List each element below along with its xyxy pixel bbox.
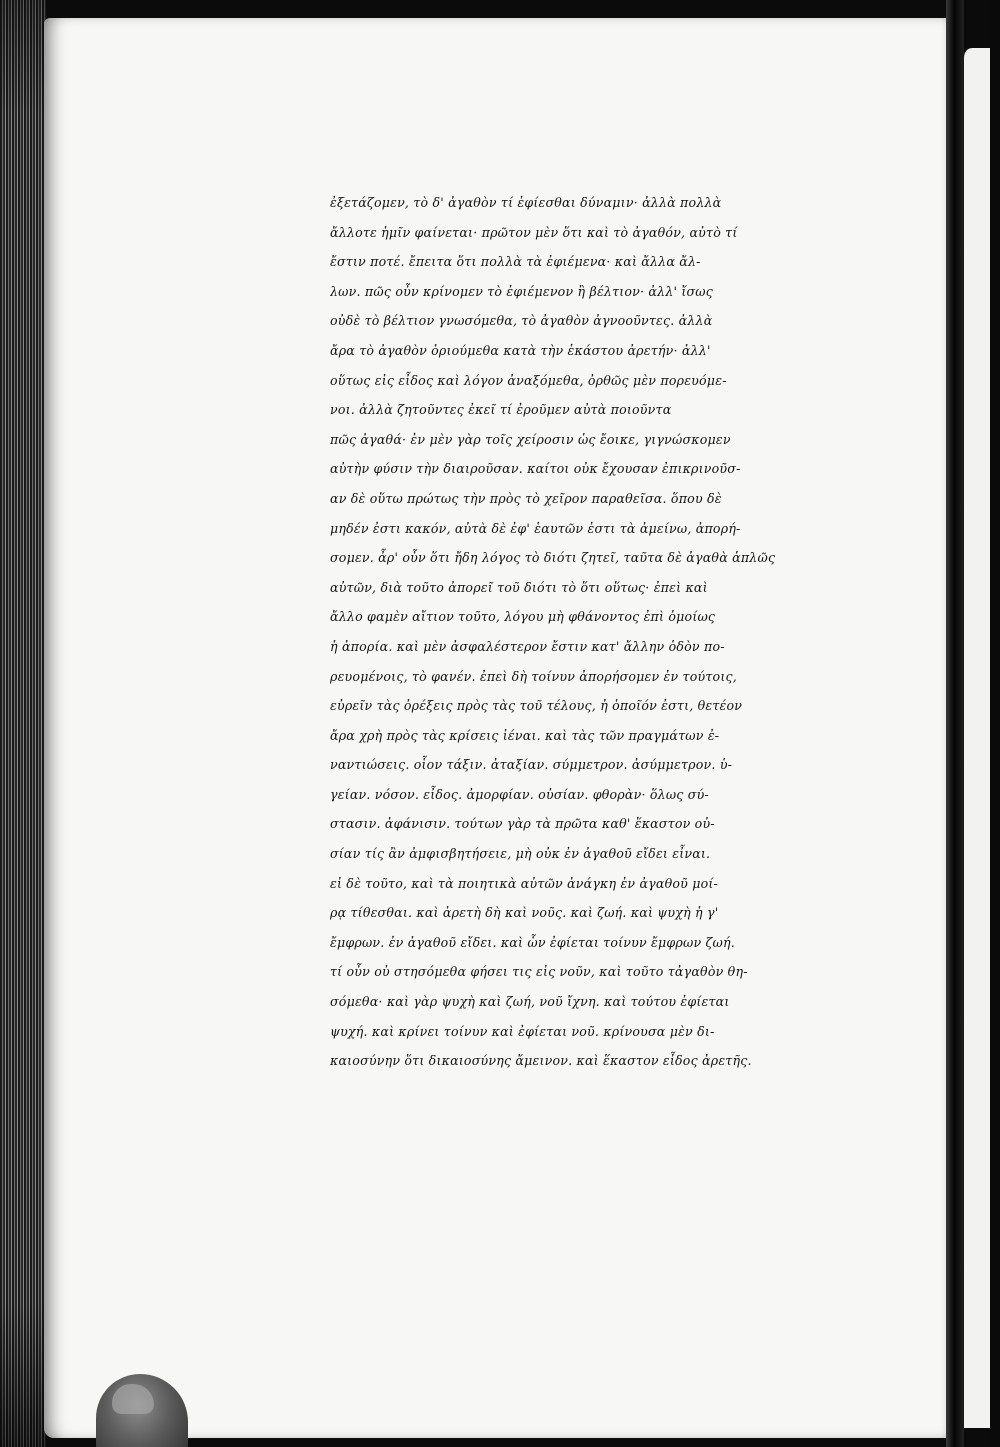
text-line: ἔστιν ποτέ. ἔπειτα ὅτι πολλὰ τὰ ἐφιέμενα· καὶ ἄλλα ἄλ-	[330, 254, 701, 270]
text-line: εὐρεῖν τὰς ὀρέξεις πρὸς τὰς τοῦ τέλους, ἠ ὁποῖόν ἐστι, θετέον	[330, 698, 743, 714]
text-line: σίαν τίς ἂν ἀμφισβητήσειε, μὴ οὐκ ἐν ἀγαθοῦ εἴδει εἶναι.	[330, 846, 711, 862]
text-line: αν δὲ οὕτω πρώτως τὴν πρὸς τὸ χεῖρον παραθεῖσα. ὅπου δὲ	[330, 490, 722, 506]
text-line: ἡ ἀπορία. καὶ μὲν ἀσφαλέστερον ἔστιν κατ' ἄλλην ὁδὸν πο-	[330, 638, 725, 654]
text-line: τί οὖν οὐ στησόμεθα φήσει τις εἰς νοῦν, καὶ τοῦτο τἀγαθὸν θη-	[330, 964, 748, 980]
text-line: γείαν. νόσον. εἶδος. ἀμορφίαν. οὐσίαν. φθορὰν· ὅλως σύ-	[330, 786, 709, 802]
text-line: ναντιώσεις. οἷον τάξιν. ἀταξίαν. σύμμετρον. ἀσύμμετρον. ὑ-	[330, 757, 733, 773]
book-page-edges	[0, 0, 46, 1447]
text-line: ἐξετάζομεν, τὸ δ' ἀγαθὸν τί ἐφίεσθαι δύναμιν· ἀλλὰ πολλὰ	[330, 195, 722, 210]
text-line: ἄρα χρὴ πρὸς τὰς κρίσεις ἰέναι. καὶ τὰς τῶν πραγμάτων ἐ-	[330, 727, 720, 743]
text-line: λων. πῶς οὖν κρίνομεν τὸ ἐφιέμενον ἢ βέλτιον· ἀλλ' ἴσως	[330, 283, 714, 299]
text-line: καιοσύνην ὅτι δικαιοσύνης ἄμεινον. καὶ ἕκαστον εἶδος ἀρετῆς.	[330, 1053, 752, 1069]
text-line: πῶς ἀγαθά· ἐν μὲν γὰρ τοῖς χείροσιν ὡς ἔοικε, γιγνώσκομεν	[330, 431, 731, 447]
text-line: αὐτὴν φύσιν τὴν διαιροῦσαν. καίτοι οὐκ ἔχουσαν ἐπικρινοῦσ-	[330, 461, 741, 477]
text-line: σόμεθα· καὶ γὰρ ψυχὴ καὶ ζωή, νοῦ ἴχνη. καὶ τούτου ἐφίεται	[330, 994, 730, 1010]
text-line: ἄρα τὸ ἀγαθὸν ὁριούμεθα κατὰ τὴν ἑκάστου ἀρετήν· ἀλλ'	[330, 342, 711, 358]
handwritten-text-block	[330, 188, 854, 1076]
facing-page-edge	[990, 0, 1000, 1447]
text-line: ἄλλο φαμὲν αἴτιον τοῦτο, λόγου μὴ φθάνοντος ἐπὶ ὁμοίως	[330, 609, 716, 625]
text-line: ρᾳ τίθεσθαι. καὶ ἀρετὴ δὴ καὶ νοῦς. καὶ ζωή. καὶ ψυχὴ ἡ γ'	[330, 905, 719, 921]
text-line: νοι. ἀλλὰ ζητοῦντες ἐκεῖ τί ἐροῦμεν αὐτὰ ποιοῦντα	[330, 402, 672, 418]
text-line: ἔμφρων. ἐν ἀγαθοῦ εἴδει. καὶ ὧν ἐφίεται τοίνυν ἔμφρων ζωή.	[330, 934, 735, 950]
text-line: εἰ δὲ τοῦτο, καὶ τὰ ποιητικὰ αὐτῶν ἀνάγκη ἐν ἀγαθοῦ μοί-	[330, 875, 718, 891]
text-line: σομεν. ἆρ' οὖν ὅτι ἤδη λόγος τὸ διότι ζητεῖ, ταῦτα δὲ ἀγαθὰ ἁπλῶς	[330, 550, 776, 566]
text-line: ἄλλοτε ἡμῖν φαίνεται· πρῶτον μὲν ὅτι καὶ τὸ ἀγαθόν, αὐτὸ τί	[330, 224, 738, 240]
text-line: ψυχή. καὶ κρίνει τοίνυν καὶ ἐφίεται νοῦ. κρίνουσα μὲν δι-	[330, 1023, 715, 1039]
text-line: οὐδὲ τὸ βέλτιον γνωσόμεθα, τὸ ἀγαθὸν ἀγνοοῦντες. ἀλλὰ	[330, 313, 713, 329]
text-line: στασιν. ἀφάνισιν. τούτων γὰρ τὰ πρῶτα καθ' ἕκαστον οὐ-	[330, 816, 715, 832]
text-line: αὐτῶν, διὰ τοῦτο ἀπορεῖ τοῦ διότι τὸ ὅτι οὕτως· ἐπεὶ καὶ	[330, 579, 708, 595]
text-line: ρευομένοις, τὸ φανέν. ἐπεὶ δὴ τοίνυν ἀπορήσομεν ἐν τούτοις,	[330, 668, 737, 684]
text-line: οὕτως εἰς εἶδος καὶ λόγον ἀναξόμεθα, ὀρθῶς μὲν πορευόμε-	[330, 372, 727, 388]
text-line: μηδέν ἐστι κακόν, αὐτὰ δὲ ἐφ' ἑαυτῶν ἐστι τὰ ἀμείνω, ἀπορή-	[330, 520, 741, 536]
